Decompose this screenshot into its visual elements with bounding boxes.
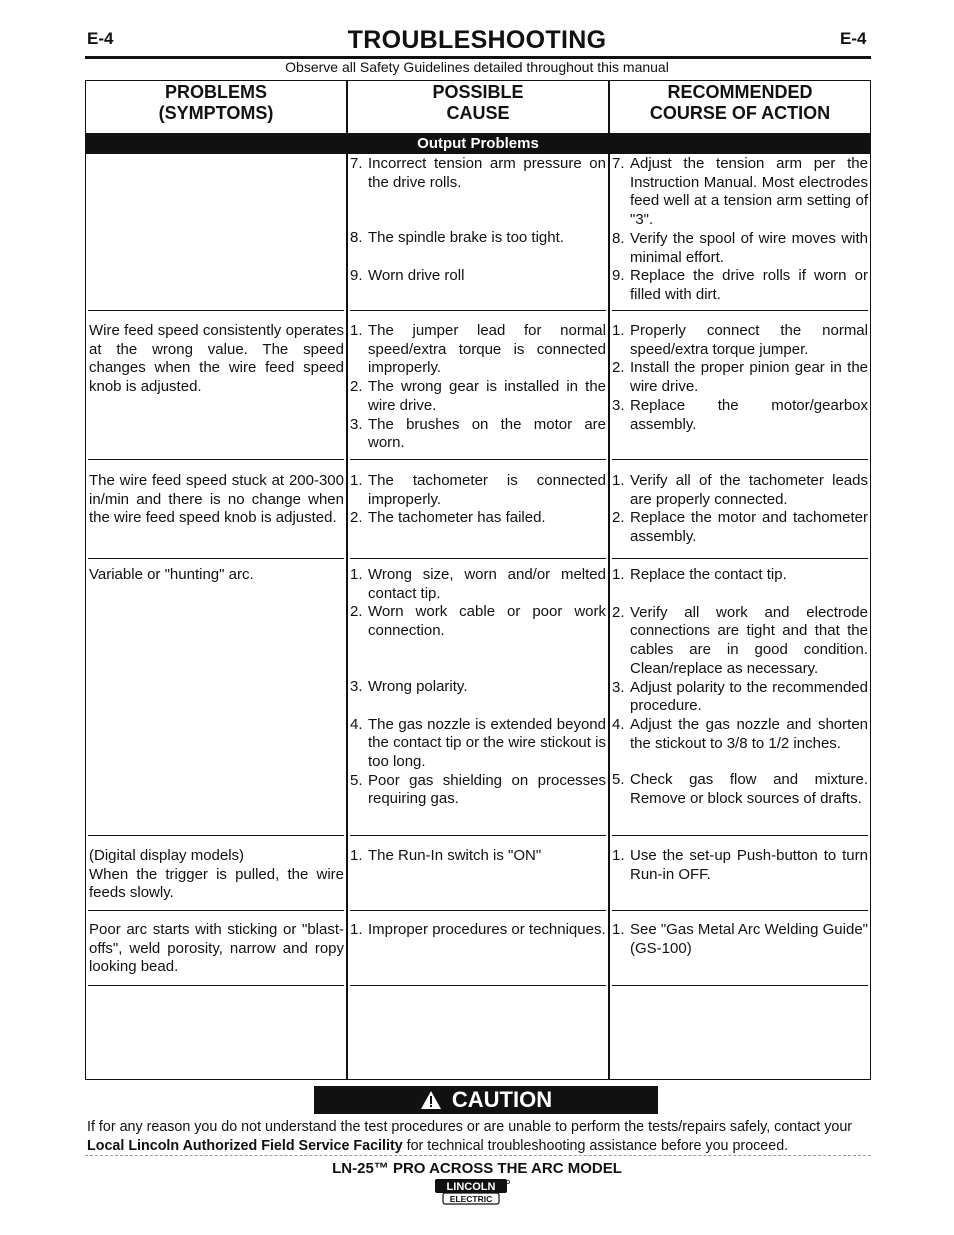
list-item: 5. Poor gas shielding on processes requiring gas.	[350, 771, 606, 808]
action-cell	[612, 566, 868, 809]
list-item: 5. Check gas flow and mixture. Remove or block sources of drafts.	[612, 771, 868, 808]
list-item: 1. Use the set-up Push-button to turn Run-in OFF.	[612, 847, 868, 883]
row-separator	[350, 835, 606, 836]
problem-note: (Digital display models)	[89, 847, 245, 864]
svg-text:ELECTRIC: ELECTRIC	[449, 1194, 493, 1204]
list-item: 3. The brushes on the motor are worn.	[350, 415, 606, 452]
row-separator	[612, 459, 868, 460]
action-cell	[612, 155, 868, 305]
list-item: 4. Adjust the gas nozzle and shorten the stickout to 3/8 to 1/2 inches.	[612, 715, 868, 752]
list-item: 1. See "Gas Metal Arc Welding Guide" (GS-100)	[612, 921, 868, 957]
list-item: 1. The jumper lead for normal speed/extra torque is connected improperly.	[350, 322, 606, 377]
lincoln-electric-logo	[434, 1178, 510, 1206]
row-separator	[88, 985, 344, 986]
list-item: 4. The gas nozzle is extended beyond the contact tip or the wire stickout is too long.	[350, 715, 606, 770]
cause-cell	[350, 472, 606, 528]
action-cell	[612, 921, 868, 958]
row-separator	[88, 558, 344, 559]
troubleshooting-table	[85, 80, 871, 1080]
row-separator	[350, 558, 606, 559]
row-separator	[88, 835, 344, 836]
cause-cell	[350, 566, 606, 809]
column-divider	[346, 81, 348, 1079]
list-item: 2. The tachometer has failed.	[350, 509, 546, 527]
row-separator	[612, 835, 868, 836]
list-item: 8. Verify the spool of wire moves with minimal effort.	[612, 229, 868, 266]
action-cell	[612, 847, 868, 884]
list-item: 1. Improper procedures or techniques.	[350, 921, 606, 938]
list-item: 3. Replace the motor/gearbox assembly.	[612, 396, 868, 433]
cause-cell	[350, 847, 606, 866]
list-item: 2. Verify all work and electrode connections are tight and that the cables are in good condition. Clean/replace as necessary.	[612, 603, 868, 677]
row-separator	[612, 910, 868, 911]
footer-rule	[85, 1155, 871, 1156]
section-band: Output Problems	[86, 133, 870, 154]
page-code-right: E-4	[840, 29, 867, 48]
list-item: 1. The Run-In switch is "ON"	[350, 847, 542, 864]
cause-cell	[350, 155, 606, 286]
problem-cell: Poor arc starts with sticking or "blast-offs", weld porosity, narrow and ropy looking bead.	[89, 921, 344, 976]
header-problems: PROBLEMS (SYMPTOMS)	[158, 82, 274, 123]
caution-banner	[314, 1086, 658, 1114]
list-item: 2. Install the proper pinion gear in the wire drive.	[612, 359, 868, 396]
caution-label: CAUTION	[451, 1087, 553, 1112]
problem-cell	[89, 847, 344, 903]
list-item: 2. Worn work cable or poor work connection.	[350, 603, 606, 640]
header-cause: POSSIBLE CAUSE	[432, 82, 524, 123]
row-separator	[612, 985, 868, 986]
row-separator	[350, 310, 606, 311]
list-item: 1. The tachometer is connected improperly.	[350, 472, 606, 508]
svg-text:LINCOLN: LINCOLN	[446, 1181, 496, 1193]
row-separator	[88, 310, 344, 311]
list-item: 1. Replace the contact tip.	[612, 566, 787, 583]
row-separator	[350, 985, 606, 986]
model-name: LN-25™ PRO ACROSS THE ARC MODEL	[332, 1160, 622, 1177]
list-item: 7. Adjust the tension arm per the Instruction Manual. Most electrodes feed well at a tension arm setting of "3".	[612, 155, 868, 229]
row-separator	[612, 558, 868, 559]
cause-cell	[350, 921, 606, 940]
row-separator	[88, 459, 344, 460]
action-cell	[612, 322, 868, 434]
list-item: 9. Worn drive roll	[350, 267, 465, 285]
list-item: 9. Replace the drive rolls if worn or filled with dirt.	[612, 267, 868, 303]
caution-text: If for any reason you do not understand the test procedures or are unable to perform the tests/repairs safely, contact your Local Lincoln Authorized Field Service Facility for technical troubleshooting assistance before you proceed.	[87, 1119, 853, 1154]
page-title: TROUBLESHOOTING	[347, 26, 607, 54]
list-item: 1. Properly connect the normal speed/extra torque jumper.	[612, 322, 868, 358]
action-cell	[612, 472, 868, 547]
list-item: 3. Adjust polarity to the recommended procedure.	[612, 678, 868, 715]
problem-cell: The wire feed speed stuck at 200-300 in/min and there is no change when the wire feed speed knob is adjusted.	[89, 472, 344, 527]
list-item: 1. Verify all of the tachometer leads are properly connected.	[612, 472, 868, 508]
row-separator	[612, 310, 868, 311]
row-separator	[350, 910, 606, 911]
list-item: 2. The wrong gear is installed in the wire drive.	[350, 378, 606, 414]
list-item: 7. Incorrect tension arm pressure on the drive rolls.	[350, 155, 606, 191]
column-divider	[608, 81, 610, 1079]
list-item: 3. Wrong polarity.	[350, 677, 468, 695]
warning-icon	[420, 1090, 442, 1110]
list-item: 1. Wrong size, worn and/or melted contact tip.	[350, 566, 606, 602]
row-separator	[88, 910, 344, 911]
page-code-left: E-4	[87, 29, 114, 48]
problem-cell: Wire feed speed consistently operates at the wrong value. The speed changes when the wire feed speed knob is adjusted.	[89, 322, 344, 396]
list-item: 2. Replace the motor and tachometer assembly.	[612, 509, 868, 546]
cause-cell	[350, 322, 606, 453]
list-item: 8. The spindle brake is too tight.	[350, 229, 564, 247]
safety-note: Observe all Safety Guidelines detailed throughout this manual	[285, 59, 669, 75]
problem-cell: Variable or "hunting" arc.	[89, 566, 254, 583]
row-separator	[350, 459, 606, 460]
service-facility: Local Lincoln Authorized Field Service Facility	[87, 1138, 403, 1154]
problem-text: When the trigger is pulled, the wire feeds slowly.	[89, 865, 344, 902]
header-action: RECOMMENDED COURSE OF ACTION	[649, 82, 831, 123]
